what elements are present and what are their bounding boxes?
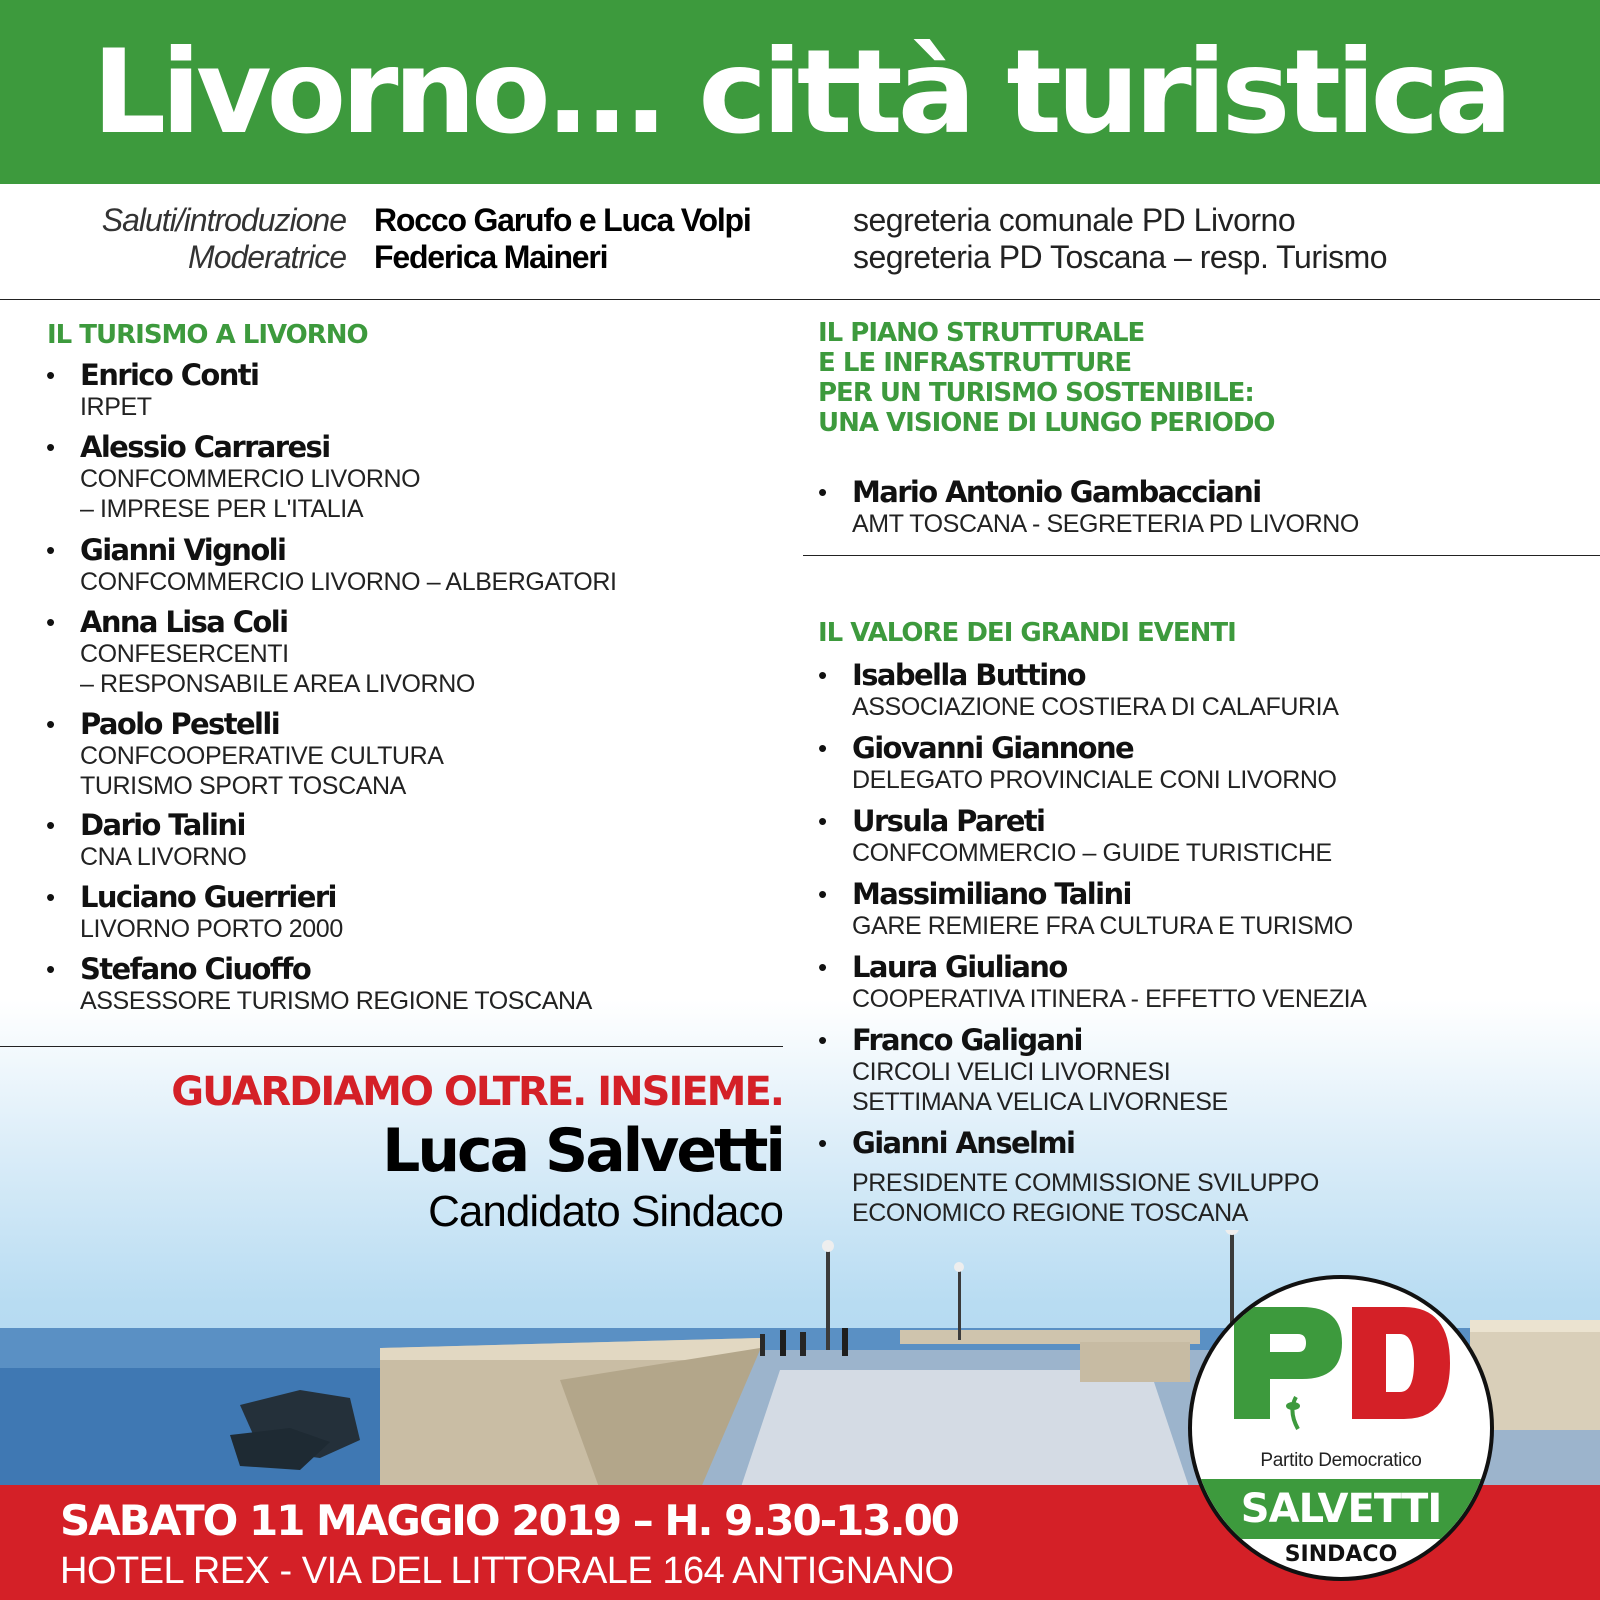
- bullet-icon: •: [46, 709, 56, 739]
- speaker-affiliation: ECONOMICO REGIONE TOSCANA: [852, 1199, 1249, 1227]
- event-date: SABATO 11 MAGGIO 2019 – H. 9.30-13.00: [60, 1496, 959, 1545]
- intro-org: segreteria comunale PD Livorno: [853, 202, 1296, 238]
- speaker-item: [818, 731, 1552, 795]
- bullet-icon: •: [46, 882, 56, 912]
- section-heading-piano: [818, 318, 1275, 438]
- speaker-item: [46, 430, 780, 524]
- speaker-affiliation: CONFESERCENTI: [80, 640, 289, 668]
- bullet-icon: •: [46, 810, 56, 840]
- speaker-affiliation: CONFCOMMERCIO LIVORNO – ALBERGATORI: [80, 568, 617, 596]
- speaker-affiliation: CONFCOOPERATIVE CULTURA: [80, 742, 444, 770]
- intro-role: Moderatrice: [188, 239, 346, 275]
- speaker-name: Laura Giuliano: [852, 950, 1067, 984]
- intro-name: Rocco Garufo e Luca Volpi: [374, 202, 751, 238]
- slogan: GUARDIAMO OLTRE. INSIEME.: [171, 1069, 783, 1115]
- heading-line: IL VALORE DEI GRANDI EVENTI: [818, 618, 1236, 648]
- section-heading-turismo: [47, 320, 368, 350]
- speaker-item: [818, 804, 1552, 868]
- bullet-icon: •: [46, 954, 56, 984]
- event-venue: HOTEL REX - VIA DEL LITTORALE 164 ANTIGNANO: [60, 1550, 954, 1592]
- logo-office: SINDACO: [1284, 1542, 1398, 1567]
- heading-line: UNA VISIONE DI LUNGO PERIODO: [818, 408, 1275, 438]
- speaker-name: Paolo Pestelli: [80, 707, 280, 741]
- speaker-affiliation: CIRCOLI VELICI LIVORNESI: [852, 1058, 1171, 1086]
- speaker-item: [818, 658, 1552, 722]
- heading-line: IL PIANO STRUTTURALE: [818, 318, 1145, 348]
- intro-block: [0, 185, 1600, 300]
- speaker-item: [46, 808, 780, 872]
- speaker-name: Massimiliano Talini: [852, 877, 1131, 911]
- speaker-name: Luciano Guerrieri: [80, 880, 336, 914]
- divider: [0, 1046, 783, 1047]
- speaker-affiliation: IRPET: [80, 393, 152, 421]
- bullet-icon: •: [46, 360, 56, 390]
- title-banner: [0, 0, 1600, 184]
- bullet-icon: •: [818, 879, 828, 909]
- speaker-affiliation: GARE REMIERE FRA CULTURA E TURISMO: [852, 912, 1353, 940]
- intro-row: [0, 237, 1600, 277]
- speaker-item: [818, 877, 1552, 941]
- speaker-affiliation: AMT TOSCANA - SEGRETERIA PD LIVORNO: [852, 510, 1359, 538]
- speaker-affiliation: ASSOCIAZIONE COSTIERA DI CALAFURIA: [852, 693, 1339, 721]
- speaker-name: Mario Antonio Gambacciani: [852, 475, 1261, 509]
- speaker-item: [46, 707, 780, 801]
- speaker-name: Gianni Anselmi: [852, 1126, 1075, 1160]
- speaker-name: Alessio Carraresi: [80, 430, 330, 464]
- speaker-affiliation: SETTIMANA VELICA LIVORNESE: [852, 1088, 1228, 1116]
- bullet-icon: •: [818, 660, 828, 690]
- intro-org: segreteria PD Toscana – resp. Turismo: [853, 239, 1388, 275]
- speaker-name: Anna Lisa Coli: [80, 605, 288, 639]
- party-logo: [1188, 1275, 1494, 1581]
- logo-candidate: SALVETTI: [1240, 1486, 1442, 1532]
- speaker-name: Franco Galigani: [852, 1023, 1082, 1057]
- bullet-icon: •: [818, 733, 828, 763]
- heading-line: IL TURISMO A LIVORNO: [47, 320, 368, 350]
- speaker-item: [46, 880, 780, 944]
- speaker-name: Isabella Buttino: [852, 658, 1085, 692]
- speaker-name: Enrico Conti: [80, 358, 259, 392]
- speaker-item: [46, 605, 780, 699]
- speaker-item: [818, 1023, 1552, 1117]
- speaker-item: [46, 358, 780, 422]
- bullet-icon: •: [818, 477, 828, 507]
- speaker-item: [818, 475, 1552, 539]
- heading-line: E LE INFRASTRUTTURE: [818, 348, 1132, 378]
- candidate-name: Luca Salvetti: [382, 1116, 783, 1186]
- speaker-affiliation: CONFCOMMERCIO – GUIDE TURISTICHE: [852, 839, 1332, 867]
- speaker-name: Stefano Ciuoffo: [80, 952, 311, 986]
- speaker-name: Giovanni Giannone: [852, 731, 1134, 765]
- speaker-affiliation: – IMPRESE PER L'ITALIA: [80, 495, 364, 523]
- speaker-name: Dario Talini: [80, 808, 245, 842]
- speaker-affiliation: COOPERATIVA ITINERA - EFFETTO VENEZIA: [852, 985, 1367, 1013]
- speaker-affiliation: CNA LIVORNO: [80, 843, 247, 871]
- bullet-icon: •: [818, 1128, 828, 1158]
- speaker-affiliation: PRESIDENTE COMMISSIONE SVILUPPO: [852, 1169, 1319, 1197]
- bullet-icon: •: [46, 535, 56, 565]
- pd-logo-icon: [1192, 1279, 1490, 1449]
- heading-line: PER UN TURISMO SOSTENIBILE:: [818, 378, 1254, 408]
- speaker-item: [46, 533, 780, 597]
- candidate-role: Candidato Sindaco: [428, 1187, 783, 1236]
- bullet-icon: •: [46, 607, 56, 637]
- intro-role: Saluti/introduzione: [101, 202, 346, 238]
- speaker-item: [818, 1126, 1552, 1228]
- speaker-item: [46, 952, 780, 1016]
- bullet-icon: •: [818, 806, 828, 836]
- speaker-affiliation: DELEGATO PROVINCIALE CONI LIVORNO: [852, 766, 1337, 794]
- speaker-name: Gianni Vignoli: [80, 533, 286, 567]
- speaker-affiliation: CONFCOMMERCIO LIVORNO: [80, 465, 421, 493]
- speaker-affiliation: LIVORNO PORTO 2000: [80, 915, 343, 943]
- speaker-affiliation: ASSESSORE TURISMO REGIONE TOSCANA: [80, 987, 592, 1015]
- intro-name: Federica Maineri: [374, 239, 608, 275]
- speaker-name: Ursula Pareti: [852, 804, 1045, 838]
- page-title: Livorno... città turistica: [92, 25, 1508, 160]
- intro-row: [0, 200, 1600, 240]
- bullet-icon: •: [818, 1025, 828, 1055]
- divider: [803, 555, 1600, 556]
- speaker-affiliation: – RESPONSABILE AREA LIVORNO: [80, 670, 475, 698]
- section-heading-eventi: [818, 618, 1236, 648]
- bullet-icon: •: [818, 952, 828, 982]
- bullet-icon: •: [46, 432, 56, 462]
- speaker-affiliation: TURISMO SPORT TOSCANA: [80, 772, 406, 800]
- logo-party-name: Partito Democratico: [1260, 1450, 1422, 1471]
- speaker-item: [818, 950, 1552, 1014]
